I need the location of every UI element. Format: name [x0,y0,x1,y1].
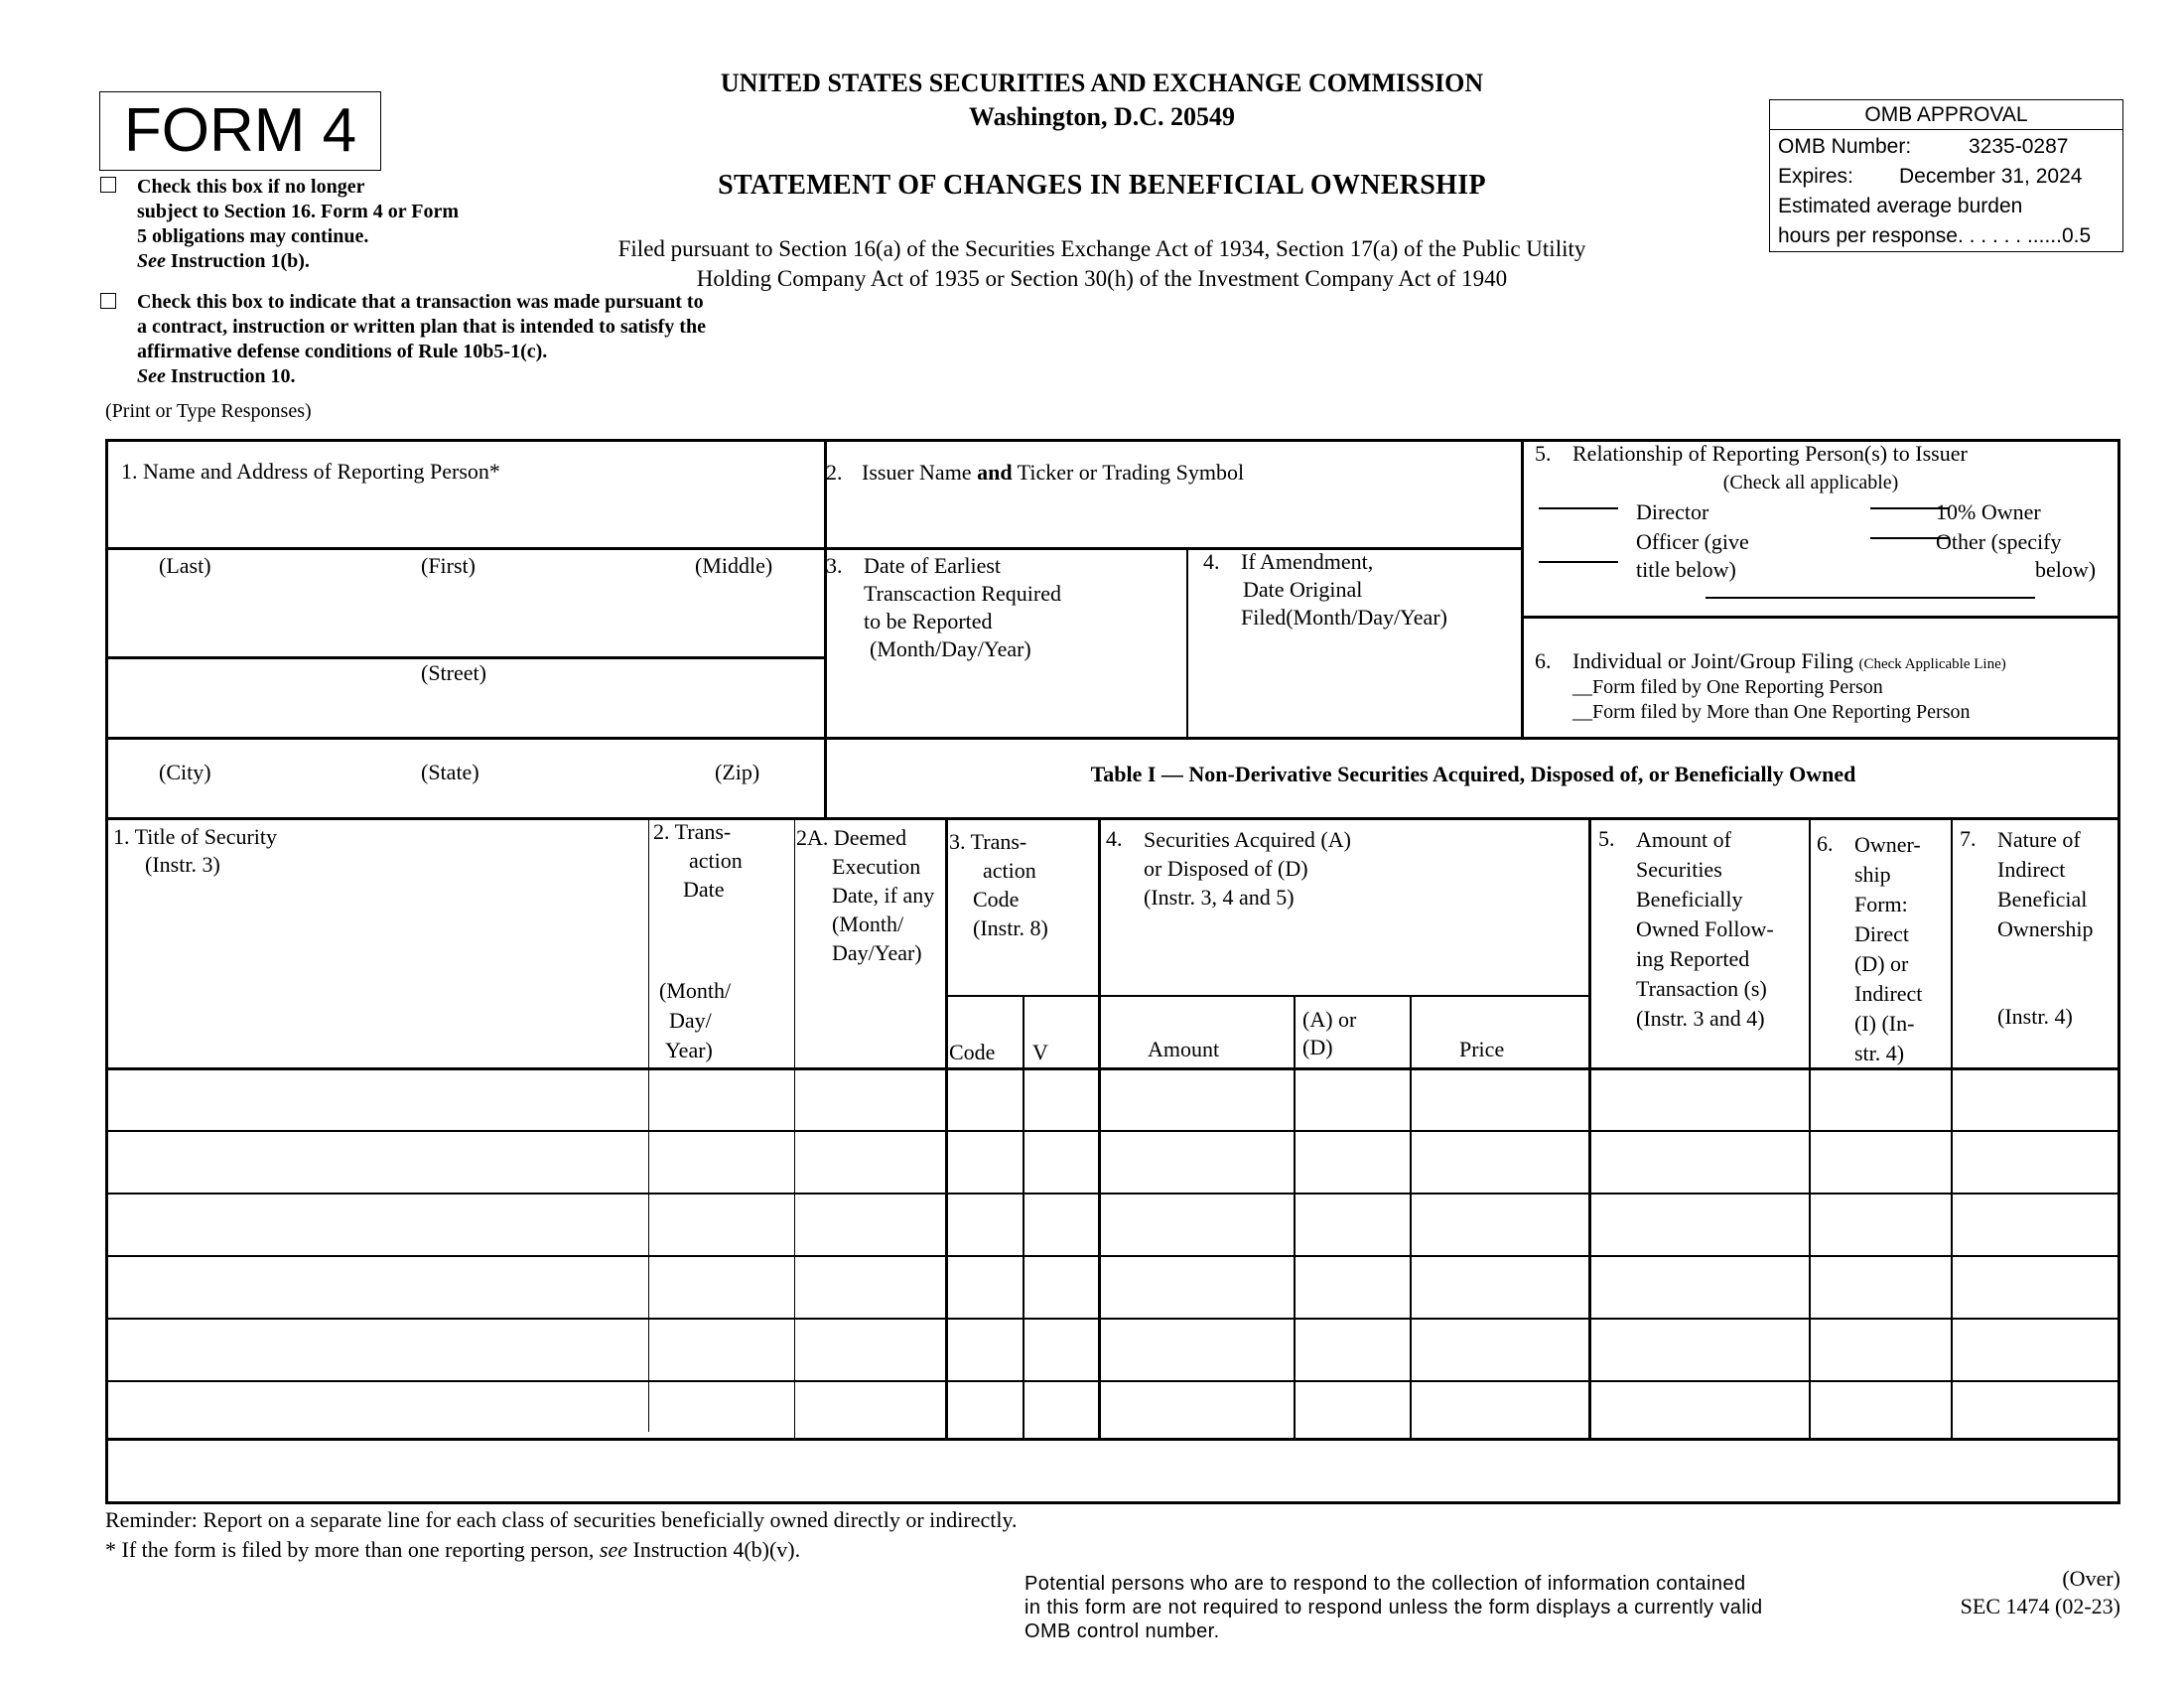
box5-officer-2: title below) [1636,557,1736,582]
col4-aord-2: (D) [1302,1035,1333,1059]
col5-header [1636,825,1774,1034]
col6-l6: Indirect [1854,981,1923,1006]
rule10b5-instr: Instruction 10. [165,365,296,387]
footer-sec-code: SEC 1474 (02-23) [1960,1594,2120,1618]
col7-num: 7. [1960,826,1977,851]
col6-l4: Direct [1854,921,1909,946]
col6-num: 6. [1817,831,1834,856]
omb-number-value: 3235-0287 [1969,135,2069,158]
agency-name: UNITED STATES SECURITIES AND EXCHANGE COMMISSION [720,69,1484,97]
col6-l5: (D) or [1854,951,1909,976]
box1-first: (First) [421,553,476,578]
box5-other-2: below) [2035,557,2097,582]
section16-instr: Instruction 1(b). [165,250,310,272]
col2-l2: action [689,848,743,873]
box1-street: (Street) [421,660,486,685]
box5-ten-pct: 10% Owner [1936,499,2041,524]
col6-l3: Form: [1854,892,1908,916]
box1-state: (State) [421,760,479,784]
col2-l3: Date [683,877,725,902]
col2-l5: Day/ [669,1008,712,1033]
box1-label: 1. Name and Address of Reporting Person* [121,459,500,484]
box6-opt1[interactable]: __Form filed by One Reporting Person [1572,676,1883,698]
col7-l3: Beneficial [1997,887,2088,912]
box1-zip: (Zip) [715,760,760,784]
filed-pursuant-line1: Filed pursuant to Section 16(a) of the Securities Exchange Act of 1934, Section 17(a) of the Public Utility [617,236,1586,261]
footer-star-see: see [599,1537,628,1562]
col1-header [113,823,277,879]
box1-city: (City) [159,760,211,784]
rule10b5-text [137,290,706,389]
box6-title [1572,647,2006,678]
col7-instr: (Instr. 4) [1997,1004,2073,1029]
table-row[interactable] [108,1070,2117,1130]
box5-director: Director [1636,499,1709,524]
box3-line4: (Month/Day/Year) [870,636,1031,661]
box4-num: 4. [1203,549,1220,574]
col7-header [1997,825,2094,944]
table-row[interactable] [108,1132,2117,1193]
box3-num: 3. [826,553,843,578]
filed-pursuant-line2: Holding Company Act of 1935 or Section 30(h) of the Investment Company Act of 1940 [696,266,1508,291]
box1-middle: (Middle) [695,553,773,578]
section16-checkbox[interactable] [100,177,116,193]
box2-post: Ticker or Trading Symbol [1012,460,1245,485]
col2a-l5: Day/Year) [832,940,922,965]
table-row[interactable] [108,1195,2117,1255]
col2a-l1: 2A. Deemed [796,825,907,850]
footer-potential-persons [1024,1572,1763,1643]
omb-number-label: OMB Number: [1778,135,1912,158]
footer-star-pre: * If the form is filed by more than one reporting person, [105,1537,600,1562]
box6-note: (Check Applicable Line) [1858,656,2006,672]
col2-date-format [659,976,731,1065]
col2-l1: 2. Trans- [653,819,732,844]
footer-potential-2: in this form are not required to respond unless the form displays a currently valid [1024,1597,1763,1618]
box2-num: 2. [826,460,843,485]
director-blank[interactable] [1539,507,1618,509]
footer-over: (Over) [2062,1566,2120,1591]
box5-officer-1: Officer (give [1636,529,1749,554]
col7-l4: Ownership [1997,916,2094,941]
col1-l2: (Instr. 3) [145,852,220,877]
col3-l3: Code [973,887,1020,912]
box5-title: Relationship of Reporting Person(s) to Issuer [1572,441,1968,466]
table-row[interactable] [108,1382,2117,1438]
box6-num: 6. [1535,648,1552,673]
col1-l1: 1. Title of Security [113,824,278,849]
footer-star-note [105,1536,800,1564]
box3-line1: Date of Earliest [864,553,1002,578]
col5-num: 5. [1598,826,1615,851]
box6-title-text: Individual or Joint/Group Filing [1572,648,1853,673]
section16-line1: Check this box if no longer [137,176,365,198]
col2a-l4: (Month/ [832,912,904,936]
omb-title: OMB APPROVAL [1770,100,2122,130]
col4-amount-label: Amount [1148,1037,1220,1061]
box1-last: (Last) [159,553,211,578]
box4-line3: Filed(Month/Day/Year) [1241,605,1447,630]
box5-num: 5. [1535,441,1552,466]
col6-l7: (I) (In- [1854,1011,1915,1036]
footer-reminder: Reminder: Report on a separate line for each class of securities beneficially owned directly or indirectly. [105,1507,1018,1532]
box4-text [1241,548,1447,632]
col2a-header [796,823,934,967]
box4-line2: Date Original [1243,577,1363,602]
footer-star-post: Instruction 4(b)(v). [627,1537,801,1562]
box3-line3: to be Reported [864,609,993,633]
officer-title-blank[interactable] [1706,597,2035,599]
table-row[interactable] [108,1320,2117,1380]
col5-l3: Beneficially [1636,887,1743,912]
col6-l2: ship [1854,862,1891,887]
box2-label [826,459,1244,487]
form-label-box [99,91,381,171]
col4-header [1144,825,1351,912]
box5-subtitle: (Check all applicable) [1722,472,1899,493]
col6-l1: Owner- [1854,832,1921,857]
col2-header [653,817,743,904]
col5-l1: Amount of [1636,827,1731,852]
statement-title: STATEMENT OF CHANGES IN BENEFICIAL OWNERSHIP [718,170,1486,201]
col5-l6: Transaction (s) [1636,976,1767,1001]
rule10b5-see: See [137,365,166,387]
col4-l2: or Disposed of (D) [1144,856,1308,881]
rule10b5-line2: a contract, instruction or written plan that is intended to satisfy the [137,316,706,338]
col5-l4: Owned Follow- [1636,916,1774,941]
col3-l1: 3. Trans- [949,829,1027,854]
rule10b5-line1: Check this box to indicate that a transaction was made pursuant to [137,291,704,313]
section16-line3: 5 obligations may continue. [137,225,369,247]
form-label: FORM 4 [123,96,357,165]
section16-text [137,175,459,274]
col4-l1: Securities Acquired (A) [1144,827,1351,852]
col2a-l2: Execution [832,854,921,879]
col5-l5: ing Reported [1636,946,1750,971]
agency-city: Washington, D.C. 20549 [969,102,1235,131]
box2-pre: Issuer Name [862,460,978,485]
col6-l8: str. 4) [1854,1041,1905,1065]
table1-title: Table I — Non-Derivative Securities Acquired, Disposed of, or Beneficially Owned [1090,762,1856,786]
col3-l2: action [983,858,1036,883]
col4-num: 4. [1106,826,1123,851]
col4-price-label: Price [1459,1037,1505,1061]
omb-burden-line2: hours per response. . . . . . ......0.5 [1778,224,2092,247]
col2-l4: (Month/ [659,978,732,1003]
box3-text [864,552,1061,663]
col7-l1: Nature of [1997,827,2081,852]
section16-see: See [137,250,166,272]
col4-l3: (Instr. 3, 4 and 5) [1144,885,1295,910]
footer-potential-3: OMB control number. [1024,1620,1220,1642]
box2-bold: and [977,460,1013,485]
col3-header [949,827,1048,942]
col2a-l3: Date, if any [832,883,935,908]
omb-approval-box [1769,99,2123,252]
print-note: (Print or Type Responses) [105,400,312,422]
box3-line2: Transcaction Required [864,581,1061,606]
footer-potential-1: Potential persons who are to respond to the collection of information contained [1024,1573,1746,1595]
omb-burden-line1: Estimated average burden [1778,195,2023,217]
col5-l2: Securities [1636,857,1722,882]
col4-aord-1: (A) or [1302,1007,1357,1032]
col7-l2: Indirect [1997,857,2066,882]
col5-l7: (Instr. 3 and 4) [1636,1006,1765,1031]
box5-officer [1636,528,1749,584]
col6-header [1854,830,1922,1068]
col4-aord-label [1302,1006,1356,1061]
box6-opt2[interactable]: __Form filed by More than One Reporting Person [1572,701,1971,723]
col3-v-label: V [1032,1040,1048,1064]
rule10b5-checkbox[interactable] [100,293,116,309]
officer-blank[interactable] [1539,561,1618,563]
rule10b5-line3: affirmative defense conditions of Rule 10b5-1(c). [137,341,548,362]
section16-line2: subject to Section 16. Form 4 or Form [137,201,460,222]
table-row[interactable] [108,1257,2117,1318]
box5-other-1: Other (specify [1936,529,2062,554]
col3-code-label: Code [949,1040,996,1064]
omb-expires-label: Expires: [1778,165,1853,188]
col3-l4: (Instr. 8) [973,915,1048,940]
box4-line1: If Amendment, [1241,549,1374,574]
col2-l6: Year) [665,1038,713,1062]
omb-expires-value: December 31, 2024 [1899,165,2083,188]
